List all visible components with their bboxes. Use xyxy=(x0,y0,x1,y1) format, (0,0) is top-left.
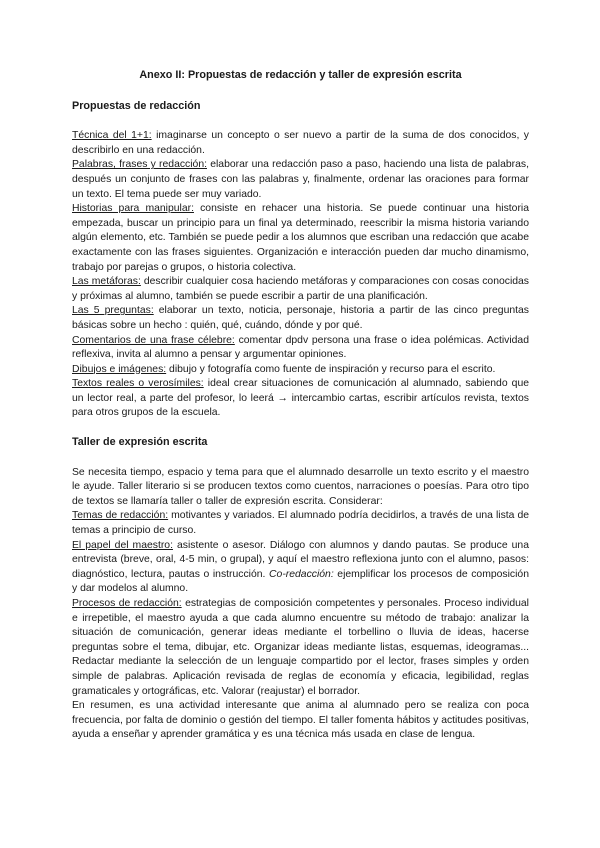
item-term: Comentarios de una frase célebre: xyxy=(72,334,235,346)
list-item xyxy=(72,334,529,363)
item-term: Palabras, frases y redacción: xyxy=(72,159,207,171)
section-heading-propuestas: Propuestas de redacción xyxy=(72,99,201,112)
item-term: Las metáforas: xyxy=(72,276,141,288)
list-item xyxy=(72,363,529,378)
item-text: consiste en rehacer una historia. Se puede continuar una historia empezada, buscar un principio para un final ya determinado, reescribir la misma historia variando algún elemento, etc. También se puede pedir a los alumnos que escriban una redacción que acabe exactamente con las frases siguientes. Organización e interacción pueden dar mucho dinamismo, trabajo por parejas o grupos, o historia colectiva. xyxy=(72,203,529,273)
item-italic-term: Co-redacción: xyxy=(269,568,334,580)
item-term: Textos reales o verosímiles: xyxy=(72,378,204,390)
item-text: ideal crear situaciones de comunicación al alumnado, sabiendo que un lector real, a parte del profesor, lo leerá → intercambio cartas, escribir artículos revista, textos para otros grupos de la escuela. xyxy=(72,378,529,419)
list-item xyxy=(72,158,529,202)
item-text-after: ejemplificar los procesos de composición y dar modelos al alumno. xyxy=(72,568,529,595)
item-text: elaborar una redacción paso a paso, haciendo una lista de palabras, después un conjunto de frases con las palabras y, finalmente, ordenar las oraciones para formar un texto. El tema puede ser muy variado. xyxy=(72,159,529,200)
list-item xyxy=(72,597,529,699)
document-title: Anexo II: Propuestas de redacción y taller de expresión escrita xyxy=(139,69,462,81)
item-term: El papel del maestro: xyxy=(72,539,173,551)
document-page xyxy=(72,68,529,743)
list-item xyxy=(72,129,529,158)
item-text: elaborar un texto, noticia, personaje, historia a partir de las cinco preguntas básicas sobre un hecho : quién, qué, cuándo, dónde y por qué. xyxy=(72,305,529,331)
list-item xyxy=(72,275,529,304)
item-text: asistente o asesor. Diálogo con alumnos y dando pautas. Se produce una entrevista (breve, oral, 4-5 min, o grupal), y aquí el maestro reflexiona junto con el alumno, pasos: diagnóstico, lectura, pautas o instrucción. xyxy=(72,539,529,580)
taller-body xyxy=(72,466,529,743)
list-item xyxy=(72,509,529,538)
section-heading-taller: Taller de expresión escrita xyxy=(72,436,208,449)
taller-conclusion: En resumen, es una actividad interesante que anima al alumnado pero se realiza con poca frecuencia, por falta de dominio o gestión del tiempo. El taller fomenta hábitos y actitudes positivas, ayuda a enseñar y aprender gramática y es una técnica más usada en clase de lengua. xyxy=(72,700,529,741)
propuestas-list xyxy=(72,129,529,421)
list-item xyxy=(72,304,529,333)
item-term: Dibujos e imágenes: xyxy=(72,363,167,375)
item-term: Técnica del 1+1: xyxy=(72,130,152,142)
list-item xyxy=(72,377,529,421)
item-text: estrategias de composición competentes y personales. Proceso individual e irrepetible, el maestro ayuda a que cada alumno encuentre su método de trabajo: analizar la situación de comunicación, generar ideas mediante el torbellino o lluvia de ideas, hacerse preguntas sobre el tema, dibujar, etc. Organizar ideas mediante listas, esquemas, ideogramas... Redactar mediante la selección de un lenguaje compartido por el lector, frases simples y orden simple de palabras. Aplicación revisada de reglas de economía y eficacia, legibilidad, reglas gramaticales y ortográficas, etc. Valorar (reajustar) el borrador. xyxy=(72,598,529,697)
item-term: Temas de redacción: xyxy=(72,510,169,522)
item-text: comentar dpdv persona una frase o idea polémicas. Actividad reflexiva, invita al alumno a pensar y argumentar opiniones. xyxy=(72,334,529,361)
list-item xyxy=(72,539,529,597)
item-text: describir cualquier cosa haciendo metáforas y comparaciones con cosas conocidas y próximas al alumno, también se puede escribir a partir de una planificación. xyxy=(72,276,530,302)
list-item xyxy=(72,202,529,275)
item-text: imaginarse un concepto o ser nuevo a partir de la suma de dos conocidos, y describirlo en una redacción. xyxy=(72,130,529,156)
item-term: Procesos de redacción: xyxy=(72,598,182,609)
item-text: motivantes y variados. El alumnado podría decidirlos, a través de una lista de temas a principio de curso. xyxy=(72,510,529,537)
item-term: Las 5 preguntas: xyxy=(72,305,154,317)
item-term: Historias para manipular: xyxy=(72,203,194,215)
taller-intro: Se necesita tiempo, espacio y tema para que el alumnado desarrolle un texto escrito y el maestro le ayude. Taller literario si se producen textos como cuentos, narraciones o poesías. Para otro tipo de textos se llamaría taller o taller de expresión escrita. Considerar: xyxy=(72,466,529,507)
item-text: dibujo y fotografía como fuente de inspiración y recurso para el escrito. xyxy=(166,363,496,375)
